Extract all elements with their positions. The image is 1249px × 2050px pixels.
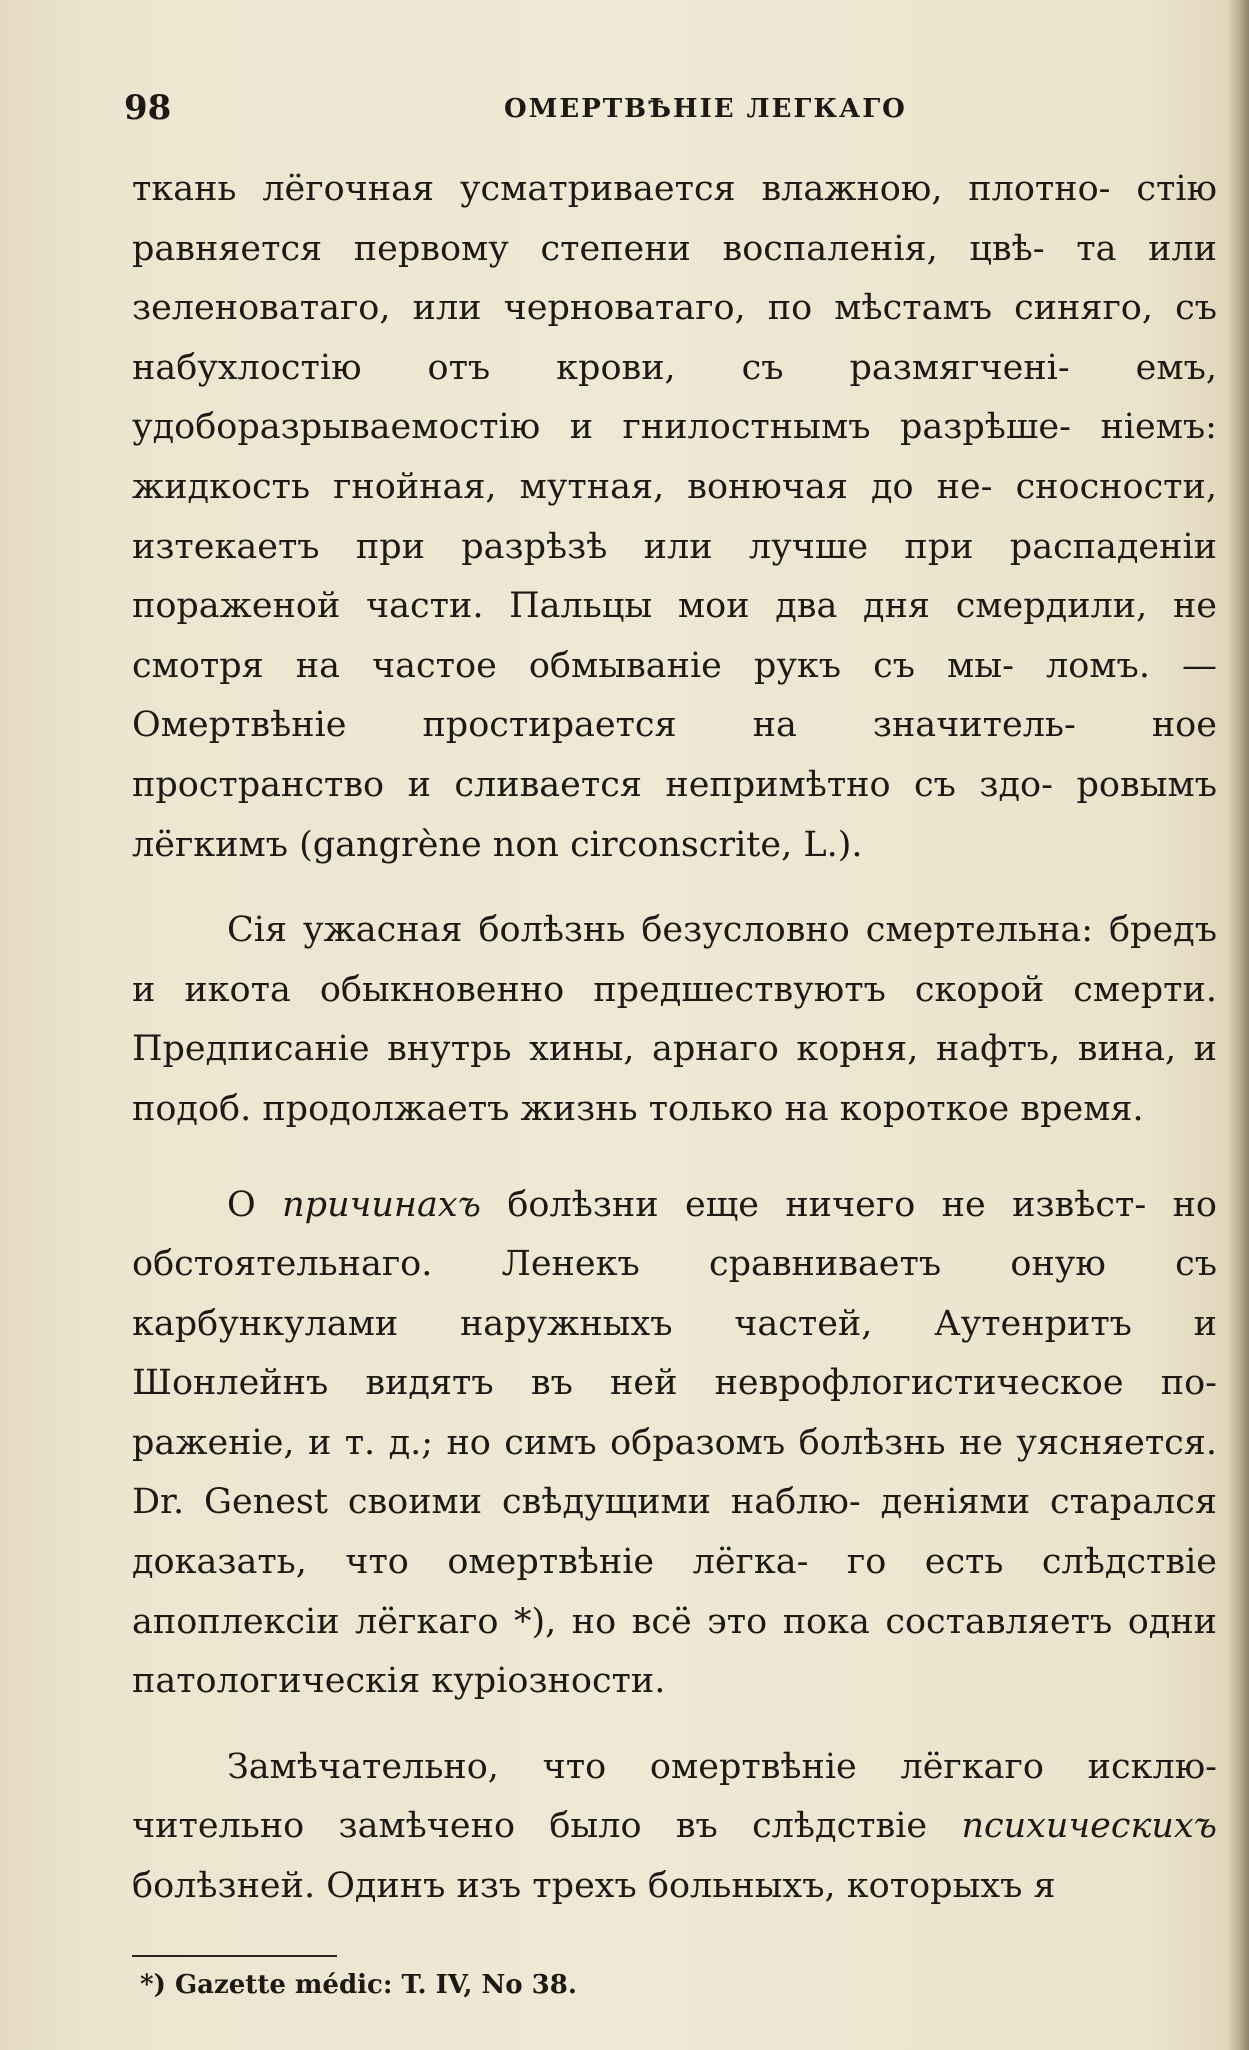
text-line: но обстоятельнаго. Ленекъ сравниваетъ оную съ	[132, 1184, 1217, 1285]
text-line: ломъ. — Омертвѣніе простирается на значитель-	[132, 645, 1217, 746]
text-line: смердили, не смотря на частое обмываніе рукъ съ мы-	[132, 586, 1217, 686]
text-line: нафтъ, вина, и подоб. продолжаетъ жизнь только на	[132, 1029, 1217, 1129]
page-header	[124, 88, 1224, 128]
text-line: ніемъ: жидкость гнойная, мутная, вонючая до не-	[132, 407, 1217, 507]
text-line: ровымъ лёгкимъ (gangrène non circonscrite, L.).	[132, 764, 1217, 865]
text-line: емъ, удоборазрываемостію и гнилостнымъ разрѣше-	[132, 347, 1217, 448]
text-line: пока составляетъ одни патологическія куріозности.	[132, 1601, 1217, 1702]
text-line: болѣзней. Одинъ изъ трехъ больныхъ, которыхъ я	[132, 1866, 1056, 1907]
page-spine-shadow	[1227, 0, 1249, 2050]
text-line: смерти. Предписаніе внутрь хины, арнаго корня,	[132, 969, 1217, 1070]
text-line: О	[227, 1184, 256, 1225]
paragraph-1	[132, 160, 1217, 875]
text-line: бредъ и икота обыкновенно предшествуютъ скорой	[132, 910, 1217, 1010]
text-line: синяго, съ набухлостію отъ крови, съ размягченi-	[132, 288, 1217, 388]
text-line: ткань лёгочная усматривается влажною, плотно-	[132, 169, 1111, 209]
text-line: карбункулами наружныхъ частей, Аутенритъ и	[132, 1303, 1217, 1344]
running-head: ОМЕРТВѢНІЕ ЛЕГКАГО	[504, 94, 907, 124]
italic-term: психическихъ	[961, 1806, 1217, 1847]
footnote-rule	[132, 1955, 337, 1957]
text-line: распаденіи пораженой части. Пальцы мои два дня	[132, 526, 1217, 627]
text-line: ное пространство и сливается непримѣтно съ здо-	[132, 705, 1217, 805]
text-line: го есть слѣдствіе апоплексіи лёгкаго *), но всё это	[132, 1542, 1217, 1642]
paragraph-4	[132, 1738, 1217, 1917]
text-line: чительно замѣчено было въ слѣдствіе	[132, 1806, 928, 1847]
text-line: короткое время.	[839, 1088, 1144, 1129]
text-line: Замѣчательно, что омертвѣніе лёгкаго исклю-	[227, 1746, 1217, 1787]
page-number: 98	[124, 88, 172, 128]
footnote: *) Gazette médic: T. IV, No 38.	[140, 1970, 577, 2000]
text-line: уясняется. Dr. Genest своими свѣдущими наблю-	[132, 1422, 1217, 1523]
text-line: стію равняется первому степени воспаленія, цвѣ-	[132, 169, 1217, 269]
text-line: та или зеленоватаго, или черноватаго, по мѣстамъ	[132, 228, 1217, 329]
paragraph-3	[132, 1176, 1217, 1712]
italic-term: причинахъ	[282, 1184, 481, 1225]
text-line: раженіе, и т. д.; но симъ образомъ болѣзнь не	[132, 1422, 1003, 1463]
text-line: Шонлейнъ видятъ въ ней неврофлогистическое по-	[132, 1363, 1217, 1404]
text-line: сносности, изтекаетъ при разрѣзѣ или лучше при	[132, 466, 1217, 567]
paragraph-2	[132, 901, 1217, 1139]
text-line: болѣзни еще ничего не извѣст-	[507, 1184, 1147, 1225]
text-line: деніями старался доказать, что омертвѣніе лёгка-	[132, 1482, 1217, 1583]
main-text	[132, 160, 1217, 1917]
text-line: Сія ужасная болѣзнь безусловно смертельна:	[227, 910, 1094, 951]
